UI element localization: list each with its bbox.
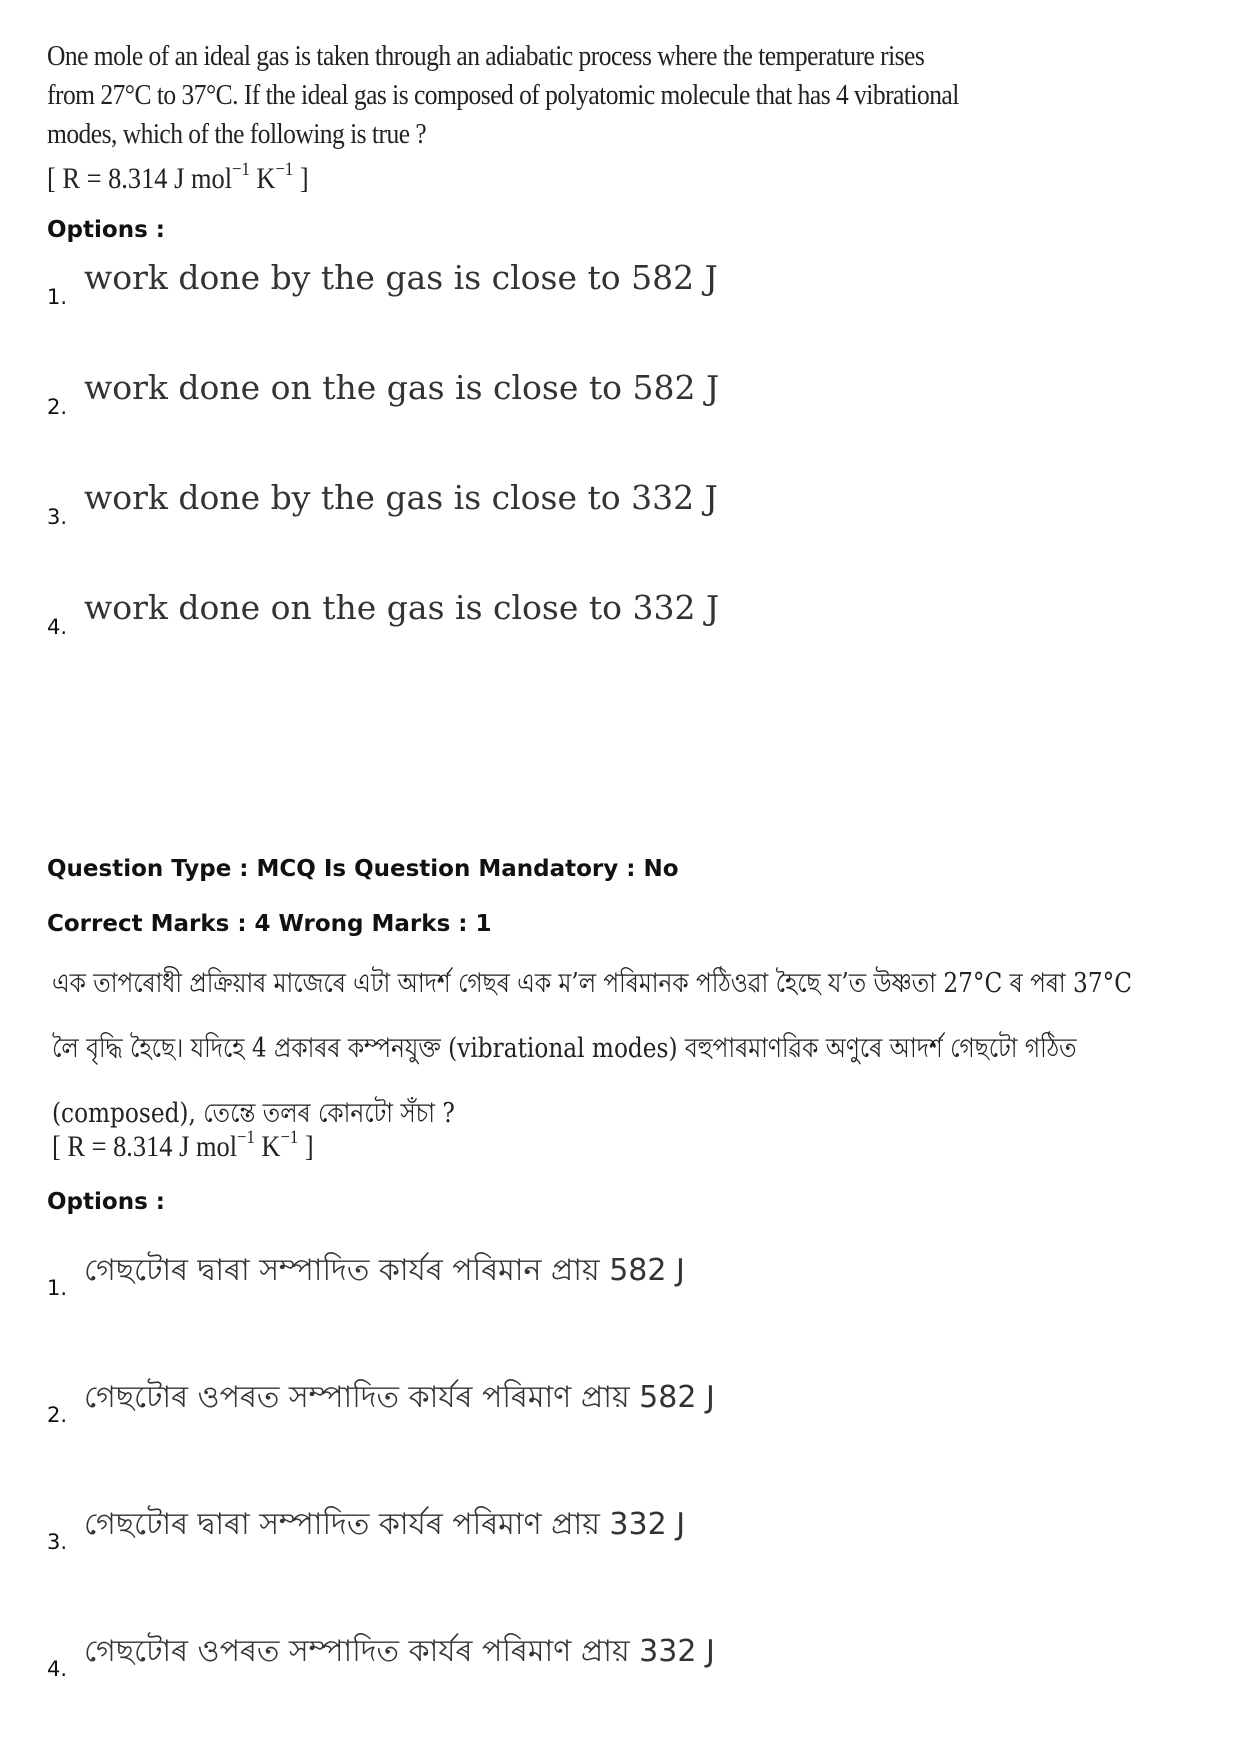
gas-constant-english: [ R = 8.314 J mol$^{-1}$ $K^{-1}$ ]: [47, 159, 309, 195]
question-type-line: Question Type : MCQ Is Question Mandatory : No: [47, 856, 679, 882]
option-number: 2.: [47, 395, 68, 419]
option-en-2[interactable]: work done on the gas is close to 582 J: [84, 368, 720, 407]
marks-line: Correct Marks : 4 Wrong Marks : 1: [47, 911, 492, 937]
question-line: from 27°C to 37°C. If the ideal gas is composed of polyatomic molecule that has 4 vibrational: [47, 79, 959, 111]
gas-constant-assamese: [ R = 8.314 J mol$^{-1}$ $K^{-1}$ ]: [52, 1127, 314, 1163]
option-en-1[interactable]: work done by the gas is close to 582 J: [84, 258, 718, 297]
option-number: 4.: [47, 1657, 68, 1681]
question-line: লৈ বৃদ্ধি হৈছে। যদিহে 4 প্ৰকাৰৰ কম্পনযুক্ত (vibrational modes) বহুপাৰমাণৱিক অণুৰে আদৰ্শ গেছটো গঠিত: [52, 1033, 1077, 1064]
question-text-assamese: [52, 963, 1240, 1138]
question-line: (composed), তেন্তে তলৰ কোনটো সঁচা ?: [52, 1098, 455, 1129]
question-line: modes, which of the following is true ?: [47, 118, 427, 150]
option-as-1[interactable]: গেছটোৰ দ্বাৰা সম্পাদিত কাৰ্যৰ পৰিমান প্ৰায় 582 J: [84, 1253, 685, 1288]
options-label: Options :: [47, 217, 165, 243]
option-number: 1.: [47, 1276, 68, 1300]
option-number: 3.: [47, 505, 68, 529]
option-as-3[interactable]: গেছটোৰ দ্বাৰা সম্পাদিত কাৰ্যৰ পৰিমাণ প্ৰায় 332 J: [84, 1507, 686, 1542]
option-as-2[interactable]: গেছটোৰ ওপৰত সম্পাদিত কাৰ্যৰ পৰিমাণ প্ৰায় 582 J: [84, 1380, 715, 1415]
option-number: 2.: [47, 1403, 68, 1427]
option-en-4[interactable]: work done on the gas is close to 332 J: [84, 588, 720, 627]
option-en-3[interactable]: work done by the gas is close to 332 J: [84, 478, 718, 517]
option-number: 4.: [47, 615, 68, 639]
question-line: এক তাপৰোধী প্ৰক্ৰিয়াৰ মাজেৰে এটা আদৰ্শ গেছৰ এক ম’ল পৰিমানক পঠিওৱা হৈছে য’ত উষ্ণতা 27°C ৰ পৰা 37°C: [52, 968, 1132, 999]
options-label: Options :: [47, 1189, 165, 1215]
question-line: One mole of an ideal gas is taken through an adiabatic process where the temperature rises: [47, 40, 925, 72]
question-text-english: [47, 38, 1083, 152]
option-as-4[interactable]: গেছটোৰ ওপৰত সম্পাদিত কাৰ্যৰ পৰিমাণ প্ৰায় 332 J: [84, 1634, 715, 1669]
option-number: 3.: [47, 1530, 68, 1554]
option-number: 1.: [47, 285, 68, 309]
